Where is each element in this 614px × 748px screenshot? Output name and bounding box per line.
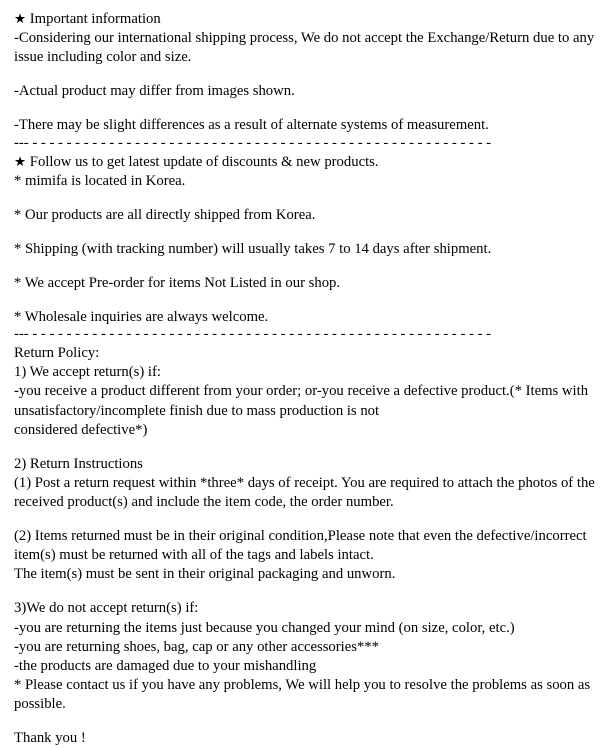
important-information-paragraph-3: -There may be slight differences as a result of alternate systems of measurement. bbox=[14, 117, 489, 134]
follow-us-heading bbox=[14, 153, 600, 172]
important-information-heading-text: Important information bbox=[26, 11, 161, 27]
return-instructions-line-2: (2) Items returned must be in their original condition,Please note that even the defective/incorrect item(s) must be returned with all of the tags and labels intact. bbox=[14, 528, 587, 564]
follow-us-paragraph-4: * We accept Pre-order for items Not Listed in our shop. bbox=[14, 274, 341, 291]
divider-1: --- - - - - - - - - - - - - - - - - - - - - - - - - - - - - - - - - - - - - - - - - - - - - - - - - - - - - - - bbox=[14, 135, 492, 151]
return-decline-line-2: -you are returning shoes, bag, cap or any other accessories*** bbox=[14, 638, 380, 655]
star-icon: ★ bbox=[14, 11, 27, 27]
spacer bbox=[14, 259, 600, 274]
return-accept-line-2: considered defective*) bbox=[14, 421, 148, 438]
return-accept-heading: 1) We accept return(s) if: bbox=[14, 364, 161, 381]
return-accept-line-1: -you receive a product different from your order; or-you receive a defective product.(* Items with unsatisfactory/incomplete finish due to mass production is not bbox=[14, 383, 589, 419]
spacer bbox=[14, 191, 600, 206]
follow-us-paragraph-1: * mimifa is located in Korea. bbox=[14, 172, 186, 189]
spacer bbox=[14, 225, 600, 240]
important-information-heading bbox=[14, 10, 600, 29]
divider-2: --- - - - - - - - - - - - - - - - - - - - - - - - - - - - - - - - - - - - - - - - - - - - - - - - - - - - - - - bbox=[14, 327, 492, 343]
follow-us-paragraph-2: * Our products are all directly shipped from Korea. bbox=[14, 206, 316, 223]
closing-text: Thank you ! bbox=[14, 730, 86, 747]
spacer bbox=[14, 714, 600, 729]
section-return-policy bbox=[14, 344, 600, 748]
follow-us-heading-text: Follow us to get latest update of discounts & new products. bbox=[26, 153, 379, 170]
return-instructions-heading: 2) Return Instructions bbox=[14, 455, 143, 472]
return-policy-title: Return Policy: bbox=[14, 345, 100, 362]
spacer bbox=[14, 584, 600, 599]
section-important-information bbox=[14, 10, 600, 136]
spacer bbox=[14, 440, 600, 455]
follow-us-paragraph-5: * Wholesale inquiries are always welcome. bbox=[14, 309, 269, 326]
follow-us-paragraph-3: * Shipping (with tracking number) will usually takes 7 to 14 days after shipment. bbox=[14, 240, 492, 257]
spacer bbox=[14, 101, 600, 116]
spacer bbox=[14, 512, 600, 527]
spacer bbox=[14, 293, 600, 308]
return-decline-line-3: -the products are damaged due to your mishandling bbox=[14, 657, 317, 674]
return-decline-line-4: * Please contact us if you have any problems, We will help you to resolve the problems as soon as possible. bbox=[14, 676, 591, 712]
return-instructions-line-3: The item(s) must be sent in their original packaging and unworn. bbox=[14, 566, 396, 583]
spacer bbox=[14, 67, 600, 82]
important-information-paragraph-1: -Considering our international shipping process, We do not accept the Exchange/Return due to any issue including color and size. bbox=[14, 30, 595, 66]
return-instructions-line-1: (1) Post a return request within *three* days of receipt. You are required to attach the photos of the received product(s) and include the item code, the order number. bbox=[14, 474, 595, 510]
star-icon: ★ bbox=[14, 153, 27, 170]
return-decline-heading: 3)We do not accept return(s) if: bbox=[14, 600, 199, 617]
return-decline-line-1: -you are returning the items just because you changed your mind (on size, color, etc.) bbox=[14, 619, 515, 636]
section-follow-us bbox=[14, 153, 600, 328]
important-information-paragraph-2: -Actual product may differ from images shown. bbox=[14, 83, 295, 100]
